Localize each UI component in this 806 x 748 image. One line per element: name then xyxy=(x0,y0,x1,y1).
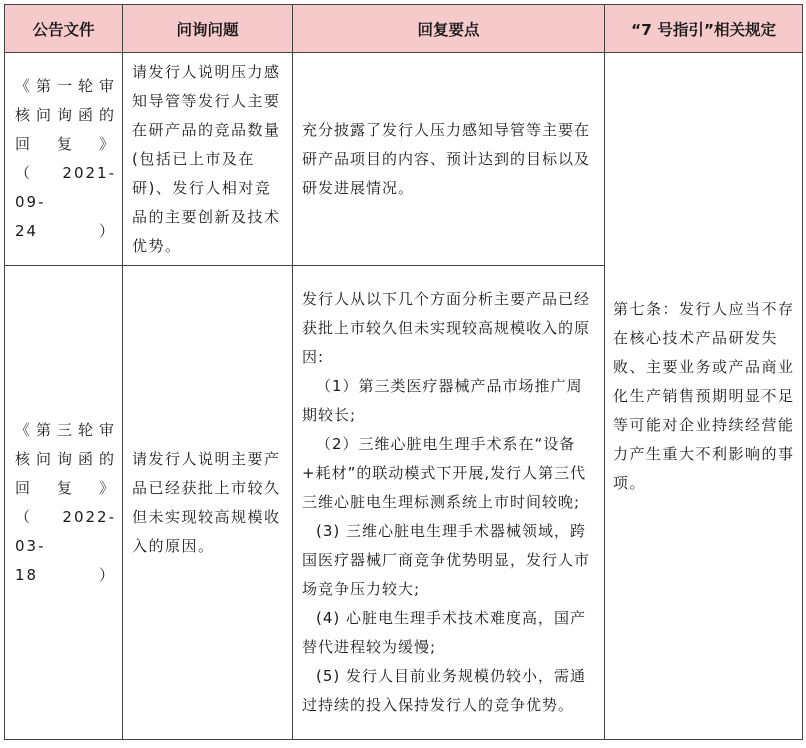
answer-item: (5) 发行人目前业务规模仍较小，需通过持续的投入保持发行人的竞争优势。 xyxy=(302,667,587,714)
doc-line: 《第一轮审 xyxy=(15,77,116,95)
answer-item: （1）第三类医疗器械产品市场推广周期较长; xyxy=(302,377,583,424)
doc-line: 24） xyxy=(15,222,116,240)
answer-cell xyxy=(293,53,605,266)
doc-line: 回 复 》 xyxy=(15,478,116,497)
header-rule: “7 号指引”相关规定 xyxy=(605,5,803,53)
doc-line: （2021-09- xyxy=(15,164,116,211)
doc-line: 核问询函的 xyxy=(15,449,116,468)
doc-line: 18） xyxy=(15,565,116,584)
table-row xyxy=(5,53,803,266)
answer-paragraph: 充分披露了发行人压力感知导管等主要在研产品项目的内容、预计达到的目标以及研发进展情况。 xyxy=(302,120,591,197)
answer-item: (4) 心脏电生理手术技术难度高，国产替代进程较为缓慢; xyxy=(302,609,587,656)
doc-line: 回 复 》 xyxy=(15,135,116,153)
disclosure-table xyxy=(4,4,803,740)
doc-cell xyxy=(5,266,123,740)
header-answer: 回复要点 xyxy=(293,5,605,53)
header-row xyxy=(5,5,803,53)
doc-line: 《第三轮审 xyxy=(15,420,116,439)
doc-line: （2022-03- xyxy=(15,507,116,555)
header-doc: 公告文件 xyxy=(5,5,123,53)
doc-cell xyxy=(5,53,123,266)
rule-cell: 第七条：发行人应当不存在核心技术产品研发失败、主要业务或产品商业化生产销售预期明显不足等可能对企业持续经营能力产生重大不利影响的事项。 xyxy=(605,53,803,740)
answer-item: (3) 三维心脏电生理手术器械领域，跨国医疗器械厂商竞争优势明显，发行人市场竞争压力较大; xyxy=(302,522,591,598)
header-question: 问询问题 xyxy=(123,5,293,53)
question-cell: 请发行人说明主要产品已经获批上市较久但未实现较高规模收入的原因。 xyxy=(123,266,293,740)
answer-paragraph: 发行人从以下几个方面分析主要产品已经获批上市较久但未实现较高规模收入的原因: xyxy=(302,290,591,366)
question-cell: 请发行人说明压力感知导管等发行人主要在研产品的竞品数量(包括已上市及在研)、发行人相对竞品的主要创新及技术优势。 xyxy=(123,53,293,266)
answer-item: （2）三维心脏电生理手术系在“设备+耗材”的联动模式下开展,发行人第三代三维心脏电生理标测系统上市时间较晚; xyxy=(302,435,587,511)
answer-cell xyxy=(293,266,605,740)
doc-line: 核问询函的 xyxy=(15,106,116,124)
